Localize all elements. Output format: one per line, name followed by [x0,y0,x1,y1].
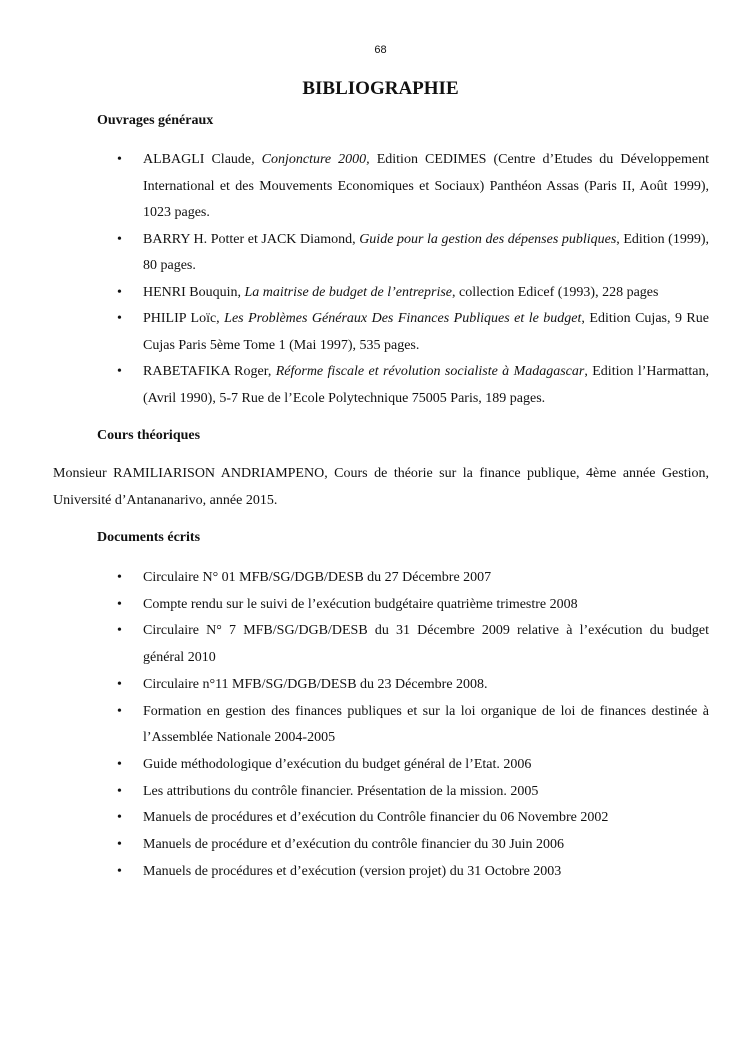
page-title: BIBLIOGRAPHIE [302,78,459,99]
documents-list [0,565,745,885]
list-item [0,227,745,280]
book-title: La maitrise de budget de l’entreprise [244,284,453,300]
author: HENRI Bouquin, [143,284,245,300]
publication-info: , collection Edicef (1993), 228 pages [452,284,659,300]
cours-paragraph: Monsieur RAMILIARISON ANDRIAMPENO, Cours de théorie sur la finance publique, 4ème année Gestion, Université d’Antananarivo, année 2015. [53,466,709,508]
publication-info: Edition CEDIMES (Centre d’Etudes du Développement International et des Mouvements Economiques et Sociaux) Panthéon Assas (Paris II, Août 1999), 1023 pages. [143,152,709,220]
section-heading-ouvrages: Ouvrages généraux [97,113,214,128]
book-title: Les Problèmes Généraux Des Finances Publiques et le budget [224,311,582,326]
list-item: • Formation en gestion des finances publiques et sur la loi organique de loi de finances destinée à l’Assemblée Nationale 2004-2005 [0,699,745,752]
publication-info: , Edition l’Harmattan, (Avril 1990), 5-7 Rue de l’Ecole Polytechnique 75005 Paris, 189 pages. [143,364,709,406]
author: ALBAGLI Claude, [143,152,262,167]
author: BARRY H. Potter et JACK Diamond, [143,231,360,247]
section-heading-cours: Cours théoriques [97,428,201,443]
book-title: Conjoncture 2000, [261,152,370,167]
list-item: • Manuels de procédure et d’exécution du contrôle financier du 30 Juin 2006 [0,832,745,859]
book-title: Réforme fiscale et révolution socialiste à Madagascar [275,364,585,379]
list-item [0,359,745,412]
list-item: • Les attributions du contrôle financier. Présentation de la mission. 2005 [0,779,745,806]
publication-info: , Edition (1999), 80 pages. [143,231,709,273]
list-item [0,147,745,227]
list-item [0,306,745,359]
author: RABETAFIKA Roger, [143,364,276,379]
section-heading-documents: Documents écrits [97,530,201,545]
list-item [0,280,745,307]
list-item: • Manuels de procédures et d’exécution du Contrôle financier du 06 Novembre 2002 [0,805,745,832]
list-item: • Manuels de procédures et d’exécution (version projet) du 31 Octobre 2003 [0,859,745,886]
list-item: • Compte rendu sur le suivi de l’exécution budgétaire quatrième trimestre 2008 [0,592,745,619]
author: PHILIP Loïc, [143,311,225,326]
page-number: 68 [374,44,387,56]
ouvrages-list [0,147,745,412]
list-item: • Guide méthodologique d’exécution du budget général de l’Etat. 2006 [0,752,745,779]
publication-info: , Edition Cujas, 9 Rue Cujas Paris 5ème Tome 1 (Mai 1997), 535 pages. [143,311,709,353]
list-item: • Circulaire N° 7 MFB/SG/DGB/DESB du 31 Décembre 2009 relative à l’exécution du budget général 2010 [0,618,745,671]
book-title: Guide pour la gestion des dépenses publiques [359,231,617,247]
list-item: • Circulaire n°11 MFB/SG/DGB/DESB du 23 Décembre 2008. [0,672,745,699]
list-item: • Circulaire N° 01 MFB/SG/DGB/DESB du 27 Décembre 2007 [0,565,745,592]
